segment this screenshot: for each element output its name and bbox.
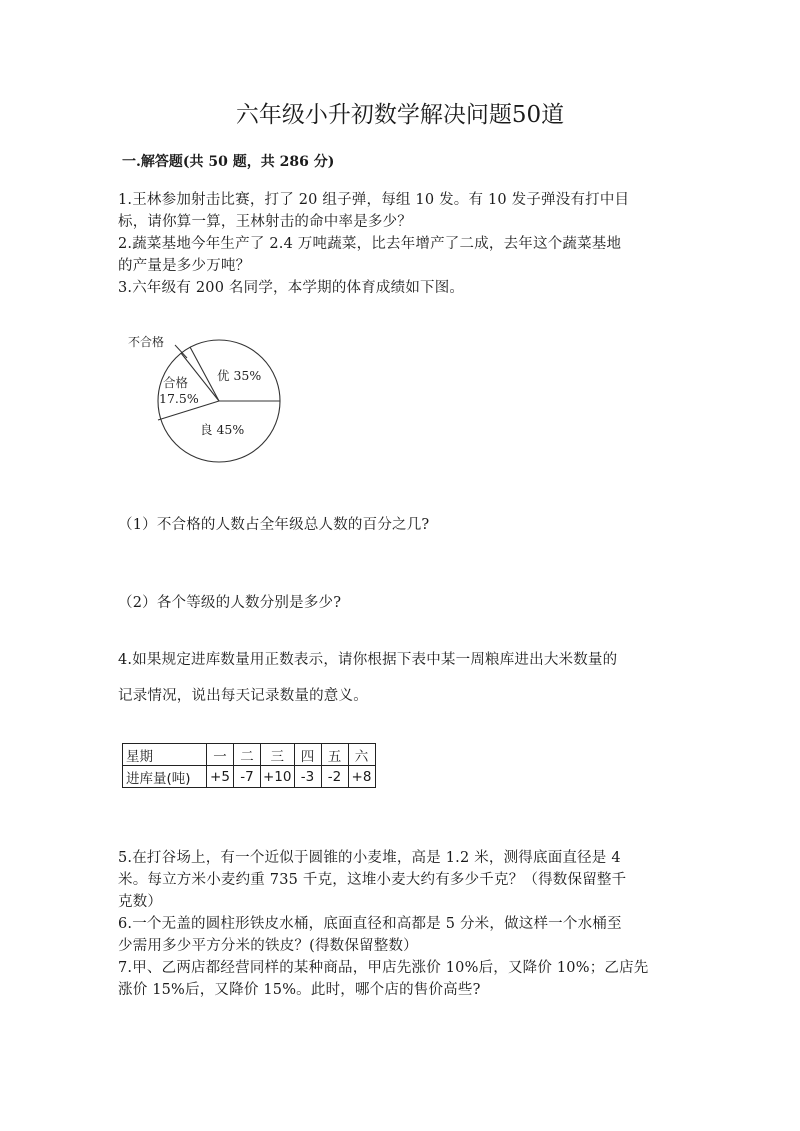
question-3-sub-1: （1）不合格的人数占全年级总人数的百分之几? [118, 517, 430, 533]
table-cell: -7 [234, 766, 261, 788]
question-5-line-3: 克数） [118, 894, 163, 910]
table-cell: 二 [234, 744, 261, 766]
table-header-row [123, 744, 376, 766]
slice-label-pass: 合格 [163, 375, 189, 390]
table-cell: +8 [348, 766, 375, 788]
question-4-line-1: 4.如果规定进库数量用正数表示，请你根据下表中某一周粮库进出大米数量的 [118, 652, 618, 668]
section-heading: 一.解答题(共 50 题，共 286 分) [122, 154, 335, 170]
question-4-line-2: 记录情况，说出每天记录数量的意义。 [118, 688, 368, 704]
fail-leader-line [175, 345, 187, 358]
table-cell: 进库量(吨) [123, 766, 207, 788]
table-cell: +10 [261, 766, 295, 788]
question-6-line-1: 6.一个无盖的圆柱形铁皮水桶，底面直径和高都是 5 分米，做这样一个水桶至 [118, 916, 622, 932]
slice-label-good: 良 45% [200, 422, 245, 437]
page-title: 六年级小升初数学解决问题50道 [235, 102, 565, 128]
question-3-line-1: 3.六年级有 200 名同学，本学期的体育成绩如下图。 [118, 280, 465, 296]
table-cell: -2 [321, 766, 348, 788]
question-1-line-1: 1.王林参加射击比赛，打了 20 组子弹，每组 10 发。有 10 发子弹没有打中目 [118, 192, 630, 208]
table-cell: 三 [261, 744, 295, 766]
question-2-line-2: 的产量是多少万吨？ [118, 258, 251, 274]
question-5-line-2: 米。每立方米小麦约重 735 千克，这堆小麦大约有多少千克？（得数保留整千 [118, 872, 627, 888]
table-cell: 一 [207, 744, 234, 766]
question-7-line-2: 涨价 15%后，又降价 15%。此时，哪个店的售价高些? [118, 982, 481, 998]
question-7-line-1: 7.甲、乙两店都经营同样的某种商品，甲店先涨价 10%后，又降价 10%；乙店先 [118, 960, 649, 976]
table-cell: 四 [294, 744, 321, 766]
table-cell: 六 [348, 744, 375, 766]
question-3-sub-2: （2）各个等级的人数分别是多少? [118, 595, 342, 611]
slice-label-fail: 不合格 [128, 335, 165, 349]
slice-label-pass-percent: 17.5% [159, 391, 199, 406]
grain-record-table [122, 743, 376, 788]
table-cell: 五 [321, 744, 348, 766]
grade-pie-chart [126, 330, 286, 465]
slice-label-excellent: 优 35% [217, 368, 262, 383]
question-1-line-2: 标，请你算一算，王林射击的命中率是多少？ [118, 214, 412, 230]
question-2-line-1: 2.蔬菜基地今年生产了 2.4 万吨蔬菜，比去年增产了二成，去年这个蔬菜基地 [118, 236, 622, 252]
table-cell: +5 [207, 766, 234, 788]
question-6-line-2: 少需用多少平方分米的铁皮？(得数保留整数） [118, 938, 418, 954]
table-cell: -3 [294, 766, 321, 788]
table-row [123, 766, 376, 788]
table-cell: 星期 [123, 744, 207, 766]
question-5-line-1: 5.在打谷场上，有一个近似于圆锥的小麦堆，高是 1.2 米，测得底面直径是 4 [118, 850, 621, 866]
